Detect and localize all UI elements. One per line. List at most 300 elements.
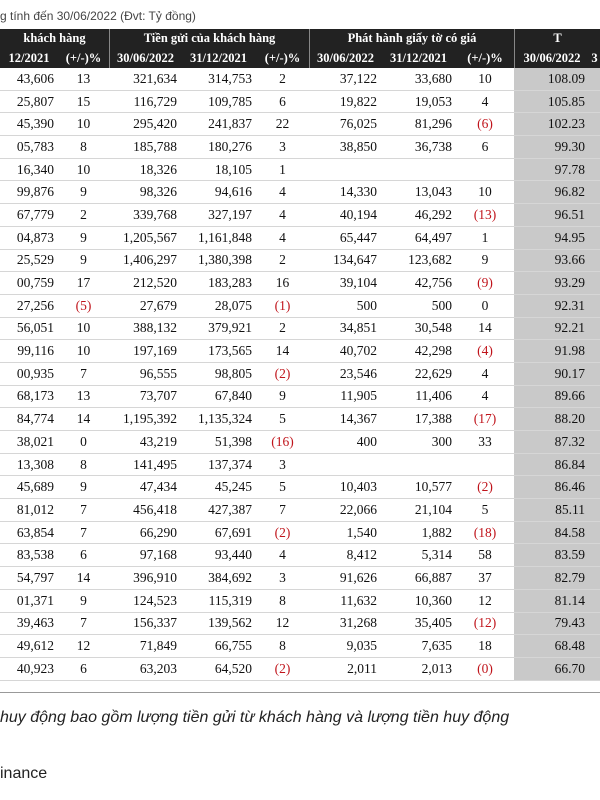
table-cell: 400	[356, 433, 377, 449]
table-cell: 89.66	[514, 386, 589, 408]
table-cell	[381, 159, 456, 181]
table-cell: 212,520	[133, 275, 177, 291]
table-cell: 45,390	[16, 116, 54, 132]
table-cell: 39,104	[339, 275, 377, 291]
table-cell: 18,105	[214, 161, 252, 177]
table-cell: 1	[481, 229, 489, 245]
table-cell: 14	[76, 411, 91, 427]
table-cell: 8	[279, 638, 286, 654]
table-row	[0, 136, 600, 159]
table-cell: 87.32	[514, 431, 589, 453]
table-cell: 37	[478, 569, 492, 585]
table-cell: 4	[279, 229, 286, 245]
table-cell: 22,629	[414, 365, 452, 381]
table-cell: (18)	[473, 524, 497, 540]
table-cell: 45,689	[16, 479, 54, 495]
table-row	[0, 227, 600, 250]
table-cell: 13	[76, 388, 91, 404]
table-cell: 14,367	[339, 411, 377, 427]
table-cell: 1,135,324	[198, 411, 252, 427]
table-cell-truncated	[589, 113, 600, 135]
table-cell: 90.17	[514, 363, 589, 385]
table-cell-truncated	[589, 613, 600, 635]
table-cell: 6	[481, 138, 489, 154]
table-cell: 73,707	[139, 388, 177, 404]
table-cell: 6	[279, 93, 286, 109]
table-cell: 96.82	[514, 181, 589, 203]
table-cell: 5,314	[421, 547, 452, 563]
table-cell: 82.79	[514, 567, 589, 589]
table-row	[0, 340, 600, 363]
table-cell: 9	[80, 592, 87, 608]
table-cell: 42,756	[414, 275, 452, 291]
table-row	[0, 363, 600, 386]
table-cell: 97,168	[139, 547, 177, 563]
column-header-6: 31/12/2021	[390, 50, 447, 65]
table-cell: 11,905	[340, 388, 377, 404]
table-cell: 295,420	[133, 116, 177, 132]
table-cell: 49,612	[16, 638, 54, 654]
group-header-papers: Phát hành giấy tờ có giá	[309, 29, 514, 48]
table-cell: 91.98	[514, 340, 589, 362]
table-row	[0, 272, 600, 295]
table-cell: 99.30	[514, 136, 589, 158]
table-cell: 3	[279, 456, 286, 472]
table-cell: 18,326	[139, 161, 177, 177]
table-cell: 10	[478, 70, 492, 86]
table-cell: 22	[275, 116, 290, 132]
table-cell: 81,012	[16, 501, 54, 517]
table-cell: 2	[279, 70, 286, 86]
table-cell: 109,785	[208, 93, 252, 109]
table-cell: 9	[80, 479, 87, 495]
table-cell-truncated	[589, 386, 600, 408]
table-cell: (2)	[477, 479, 493, 495]
table-cell: 67,779	[16, 206, 54, 222]
table-cell-truncated	[589, 159, 600, 181]
table-cell: 2	[279, 320, 286, 336]
table-cell: 1,161,848	[198, 229, 252, 245]
table-cell: 38,850	[339, 138, 377, 154]
table-cell-truncated	[589, 454, 600, 476]
table-cell-truncated	[589, 408, 600, 430]
table-cell: 16,340	[16, 161, 54, 177]
table-cell: 16	[275, 275, 290, 291]
table-cell-truncated	[589, 363, 600, 385]
table-cell: 33,680	[414, 70, 452, 86]
table-cell: 99,876	[16, 184, 54, 200]
column-header-2: 30/06/2022	[109, 48, 181, 68]
table-cell: 108.09	[514, 68, 589, 90]
table-cell: 84.58	[514, 522, 589, 544]
table-cell: 15	[76, 93, 91, 109]
table-cell	[456, 454, 514, 476]
table-cell: 19,053	[414, 93, 452, 109]
table-cell: 66,887	[414, 569, 452, 585]
table-cell: 81.14	[514, 590, 589, 612]
footer-caption: huy động bao gồm lượng tiền gửi từ khách hàng và lượng tiền huy động	[0, 709, 510, 726]
table-cell: 456,418	[133, 501, 177, 517]
table-cell: 30,548	[414, 320, 452, 336]
table-row	[0, 113, 600, 136]
table-cell: 10	[76, 116, 91, 132]
table-cell: 1,540	[346, 524, 377, 540]
group-header-total: T	[514, 29, 600, 48]
table-row	[0, 544, 600, 567]
table-cell: 1,380,398	[198, 252, 252, 268]
table-row	[0, 408, 600, 431]
table-cell-truncated	[589, 567, 600, 589]
table-cell: 2,011	[347, 660, 377, 676]
table-cell: 300	[431, 433, 452, 449]
table-cell: 00,935	[16, 365, 54, 381]
table-row	[0, 476, 600, 499]
table-cell: 156,337	[133, 615, 177, 631]
table-cell: 10,360	[414, 592, 452, 608]
table-row	[0, 91, 600, 114]
table-cell: 5	[481, 501, 489, 517]
table-cell: 180,276	[208, 138, 252, 154]
table-cell: 1,195,392	[123, 411, 177, 427]
table-cell: 18	[478, 638, 492, 654]
table-cell: 197,169	[133, 343, 177, 359]
table-row	[0, 522, 600, 545]
table-cell: 13,308	[16, 456, 54, 472]
table-cell: 83.59	[514, 544, 589, 566]
table-cell: 9	[80, 252, 87, 268]
table-cell: 39,463	[16, 615, 54, 631]
table-cell: 68.48	[514, 635, 589, 657]
table-cell: (1)	[274, 297, 291, 313]
table-cell: 47,434	[139, 479, 177, 495]
table-cell: 14,330	[339, 184, 377, 200]
table-cell: 5	[279, 479, 286, 495]
table-cell: 67,840	[214, 388, 252, 404]
table-cell: 8	[80, 138, 87, 154]
table-cell: (5)	[75, 297, 92, 313]
table-cell: 40,923	[16, 660, 54, 676]
table-cell: 6	[80, 547, 87, 563]
table-cell: 500	[431, 297, 452, 313]
table-cell: 79.43	[514, 613, 589, 635]
table-cell: 34,851	[339, 320, 377, 336]
table-cell: 185,788	[133, 138, 177, 154]
table-cell: 94.95	[514, 227, 589, 249]
table-cell-truncated	[589, 499, 600, 521]
table-cell: 01,371	[16, 592, 54, 608]
table-cell: 42,298	[414, 343, 452, 359]
table-cell: 10	[76, 161, 91, 177]
table-cell: 116,729	[133, 93, 177, 109]
table-cell: 22,066	[339, 501, 377, 517]
table-cell: 46,292	[414, 206, 452, 222]
table-cell: 38,021	[16, 433, 54, 449]
table-cell: 68,173	[16, 388, 54, 404]
table-cell: 500	[356, 297, 377, 313]
table-cell: 12	[478, 592, 492, 608]
table-row	[0, 454, 600, 477]
table-cell: 2	[279, 252, 286, 268]
table-cell: 27,679	[139, 297, 177, 313]
table-cell: 2,013	[421, 660, 452, 676]
table-cell-truncated	[589, 522, 600, 544]
table-row	[0, 635, 600, 658]
table-cell: 384,692	[208, 569, 252, 585]
table-cell: 4	[481, 93, 489, 109]
table-cell: 7	[279, 501, 286, 517]
table-cell: 43,219	[139, 433, 177, 449]
table-cell: 124,523	[133, 592, 177, 608]
table-cell	[381, 454, 456, 476]
table-cell: 14	[478, 320, 492, 336]
table-cell: (4)	[477, 343, 493, 359]
table-row	[0, 250, 600, 273]
table-cell: 76,025	[339, 116, 377, 132]
table-cell: 84,774	[16, 411, 54, 427]
table-cell: 21,104	[414, 501, 452, 517]
table-cell: 58	[478, 547, 492, 563]
table-cell: 85.11	[514, 499, 589, 521]
table-cell: 8	[80, 456, 87, 472]
table-cell: 17,388	[414, 411, 452, 427]
table-column-header	[0, 48, 600, 68]
table-cell-truncated	[589, 68, 600, 90]
table-cell: 9	[80, 184, 87, 200]
table-cell: 134,647	[333, 252, 377, 268]
table-row	[0, 204, 600, 227]
table-cell: 14	[275, 343, 290, 359]
table-cell: 388,132	[133, 320, 177, 336]
table-cell-truncated	[589, 340, 600, 362]
table-cell: 1,406,297	[123, 252, 177, 268]
table-cell: 1,882	[421, 524, 452, 540]
table-cell: 97.78	[514, 159, 589, 181]
table-cell: 91,626	[339, 569, 377, 585]
table-cell-truncated	[589, 204, 600, 226]
table-row	[0, 318, 600, 341]
table-cell-truncated	[589, 590, 600, 612]
column-header-0: 12/2021	[8, 50, 50, 65]
table-cell: 71,849	[139, 638, 177, 654]
table-cell-truncated	[589, 181, 600, 203]
table-cell: 379,921	[208, 320, 252, 336]
column-header-4: (+/-)%	[264, 50, 301, 65]
table-cell: 64,520	[214, 660, 252, 676]
group-header-customer: khách hàng	[23, 31, 86, 45]
table-cell: 25,807	[16, 93, 54, 109]
table-cell-truncated	[589, 227, 600, 249]
table-row	[0, 613, 600, 636]
table-cell: (12)	[473, 615, 497, 631]
table-cell: 65,447	[339, 229, 377, 245]
table-bottom-divider	[0, 692, 600, 693]
table-cell: 3	[279, 138, 286, 154]
table-row	[0, 567, 600, 590]
table-cell: 9	[481, 252, 489, 268]
table-cell: 102.23	[514, 113, 589, 135]
table-cell: 36,738	[414, 138, 452, 154]
table-cell: 40,194	[339, 206, 377, 222]
table-cell: 66,290	[139, 524, 177, 540]
table-cell: 23,546	[339, 365, 377, 381]
table-cell: 86.84	[514, 454, 589, 476]
table-cell: 27,256	[16, 297, 54, 313]
table-cell: 7	[80, 501, 87, 517]
column-header-9: 3	[591, 50, 598, 65]
table-cell: 7	[80, 615, 87, 631]
table-cell: 13,043	[414, 184, 452, 200]
table-cell-truncated	[589, 318, 600, 340]
table-cell: (9)	[477, 275, 493, 291]
table-cell: 339,768	[133, 206, 177, 222]
table-cell: 04,873	[16, 229, 54, 245]
table-cell: 88.20	[514, 408, 589, 430]
table-cell: 25,529	[16, 252, 54, 268]
column-header-3: 31/12/2021	[190, 50, 247, 65]
table-row	[0, 499, 600, 522]
table-cell: 37,122	[339, 70, 377, 86]
table-cell: 123,682	[408, 252, 452, 268]
table-cell: (13)	[473, 206, 497, 222]
table-cell: 1,205,567	[123, 229, 177, 245]
table-cell: 0	[481, 297, 489, 313]
table-cell: 63,203	[139, 660, 177, 676]
table-cell: 63,854	[16, 524, 54, 540]
column-header-1: (+/-)%	[65, 50, 102, 65]
group-header-deposits: Tiền gửi của khách hàng	[109, 29, 309, 48]
table-cell: 93,440	[214, 547, 252, 563]
table-cell: 92.21	[514, 318, 589, 340]
table-row	[0, 590, 600, 613]
table-cell: 19,822	[339, 93, 377, 109]
table-cell: 17	[76, 275, 91, 291]
table-cell-truncated	[589, 635, 600, 657]
table-cell: 173,565	[208, 343, 252, 359]
table-cell: 98,326	[139, 184, 177, 200]
table-cell-truncated	[589, 658, 600, 680]
table-cell: 66,755	[214, 638, 252, 654]
table-cell: 05,783	[16, 138, 54, 154]
table-cell-truncated	[589, 295, 600, 317]
table-cell: 4	[481, 388, 489, 404]
table-cell: 11,406	[415, 388, 452, 404]
column-header-7: (+/-)%	[467, 50, 503, 65]
table-row	[0, 658, 600, 681]
table-cell: (2)	[274, 660, 291, 676]
table-cell: 33	[478, 433, 492, 449]
table-cell: 4	[279, 206, 286, 222]
table-cell: (0)	[477, 660, 493, 676]
table-cell: 139,562	[208, 615, 252, 631]
table-cell: 12	[76, 638, 91, 654]
table-note: g tính đến 30/06/2022 (Đvt: Tỷ đồng)	[0, 9, 196, 23]
source-label: inance	[0, 765, 48, 782]
column-header-8: 30/06/2022	[514, 48, 589, 68]
table-cell: 4	[279, 547, 286, 563]
table-cell: 83,538	[16, 547, 54, 563]
table-cell: 241,837	[208, 116, 252, 132]
table-cell: (2)	[274, 524, 291, 540]
table-cell-truncated	[589, 136, 600, 158]
table-cell: 99,116	[17, 343, 54, 359]
table-cell: 86.46	[514, 476, 589, 498]
table-cell: 6	[80, 660, 87, 676]
table-row	[0, 181, 600, 204]
table-cell: 10	[76, 343, 91, 359]
table-cell-truncated	[589, 272, 600, 294]
table-group-header	[0, 29, 600, 48]
column-header-5: 30/06/2022	[309, 48, 381, 68]
table-cell: 67,691	[214, 524, 252, 540]
table-cell: 00,759	[16, 275, 54, 291]
table-cell: 31,268	[339, 615, 377, 631]
table-cell: 7,635	[421, 638, 452, 654]
table-cell: 2	[80, 206, 87, 222]
table-cell: 56,051	[16, 320, 54, 336]
table-cell-truncated	[589, 476, 600, 498]
table-cell: 10,577	[414, 479, 452, 495]
table-cell: 321,634	[133, 70, 177, 86]
table-cell-truncated	[589, 431, 600, 453]
table-cell: 45,245	[214, 479, 252, 495]
table-cell: 137,374	[208, 456, 252, 472]
table-cell: 35,405	[414, 615, 452, 631]
table-cell: 4	[481, 365, 489, 381]
table-cell: 10	[478, 184, 492, 200]
table-cell: 9	[279, 388, 286, 404]
table-row	[0, 431, 600, 454]
table-cell: 98,805	[214, 365, 252, 381]
table-cell: 96.51	[514, 204, 589, 226]
table-cell	[309, 159, 381, 181]
table-cell: 13	[76, 70, 91, 86]
table-cell: 5	[279, 411, 286, 427]
table-cell: 8,412	[346, 547, 377, 563]
table-cell: 14	[76, 569, 91, 585]
table-cell: 10,403	[339, 479, 377, 495]
table-cell: 43,606	[16, 70, 54, 86]
table-cell: 314,753	[208, 70, 252, 86]
table-row	[0, 68, 600, 91]
table-cell: 3	[279, 569, 286, 585]
table-cell: 93.29	[514, 272, 589, 294]
table-cell: 10	[76, 320, 91, 336]
table-cell: 9,035	[346, 638, 377, 654]
table-cell: 8	[279, 592, 286, 608]
table-cell: (17)	[473, 411, 497, 427]
table-cell: 183,283	[208, 275, 252, 291]
table-cell: 92.31	[514, 295, 589, 317]
table-cell: 9	[80, 229, 87, 245]
table-cell: 12	[275, 615, 290, 631]
table-cell: 1	[279, 161, 286, 177]
table-cell: 96,555	[139, 365, 177, 381]
table-cell: 427,387	[208, 501, 252, 517]
table-cell: 7	[80, 524, 87, 540]
table-cell: 66.70	[514, 658, 589, 680]
table-cell: 64,497	[414, 229, 452, 245]
table-cell: 327,197	[208, 206, 252, 222]
table-cell: 94,616	[214, 184, 252, 200]
table-cell: 81,296	[414, 116, 452, 132]
table-cell: 396,910	[133, 569, 177, 585]
table-row	[0, 159, 600, 182]
table-cell: 141,495	[133, 456, 177, 472]
table-cell-truncated	[589, 91, 600, 113]
table-cell-truncated	[589, 544, 600, 566]
table-cell: 54,797	[16, 569, 54, 585]
table-cell: 51,398	[214, 433, 252, 449]
